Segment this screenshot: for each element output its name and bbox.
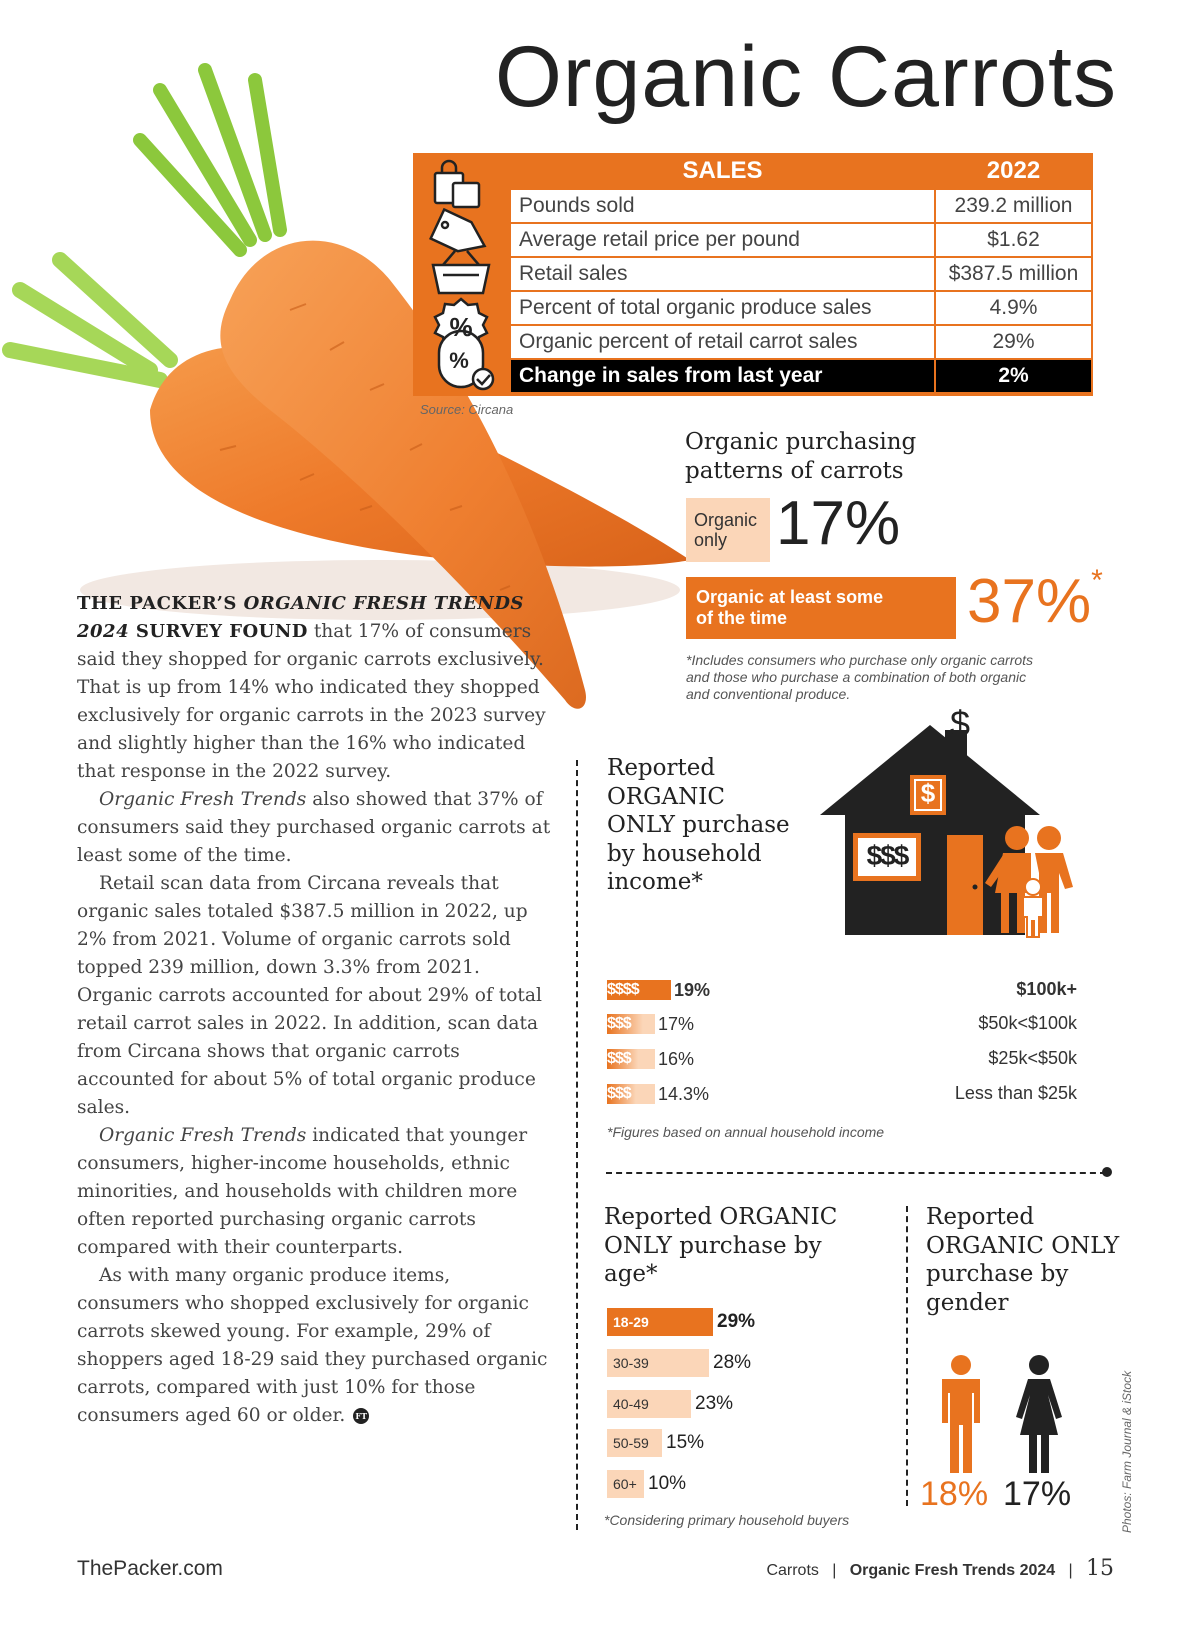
income-row — [607, 979, 1077, 1005]
age-row — [607, 1470, 686, 1498]
at-least-asterisk: * — [1091, 564, 1103, 597]
age-title — [604, 1203, 837, 1289]
income-bar: $$$$ — [607, 980, 671, 1000]
income-bar: $$$ — [607, 1084, 655, 1104]
footnote-line: and those who purchase a combination of both organic — [686, 669, 1027, 685]
article-body — [77, 590, 557, 1430]
article-paragraph — [77, 786, 557, 870]
footer-separator: | — [1068, 1562, 1073, 1579]
age-bar: 30-39 — [607, 1349, 709, 1377]
organic-at-least-label — [686, 577, 956, 639]
age-title-line: ONLY purchase by — [604, 1232, 822, 1259]
age-row — [607, 1429, 704, 1457]
organic-only-label — [686, 498, 770, 562]
footnote-line: *Includes consumers who purchase only organic carrots — [686, 652, 1034, 668]
income-row — [607, 1083, 1077, 1109]
article-italic: Organic Fresh Trends — [99, 789, 307, 810]
age-bar: 50-59 — [607, 1429, 662, 1457]
income-value: 14.3% — [658, 1083, 710, 1104]
at-least-number: 37% — [967, 567, 1092, 636]
age-value: 23% — [695, 1393, 734, 1414]
age-note: *Considering primary household buyers — [604, 1512, 850, 1528]
sales-row-value: 4.9% — [935, 291, 1092, 325]
sales-row-label: Retail sales — [510, 257, 935, 291]
sales-row-value: 239.2 million — [935, 189, 1092, 223]
income-label: $25k<$50k — [988, 1048, 1077, 1068]
gender-title-line: gender — [926, 1289, 1009, 1316]
basket-icon — [433, 251, 489, 293]
article-paragraph — [77, 590, 557, 786]
sales-header-year: 2022 — [935, 153, 1092, 189]
sales-row-label: Pounds sold — [510, 189, 935, 223]
organic-at-least-value — [967, 566, 1103, 637]
sales-row-value: $1.62 — [935, 223, 1092, 257]
article-italic: Organic Fresh Trends — [99, 1125, 307, 1146]
table-row — [510, 257, 1092, 291]
age-value: 15% — [666, 1432, 705, 1453]
table-row — [510, 223, 1092, 257]
vertical-divider — [906, 1206, 908, 1506]
house-money-window: $$$ — [866, 840, 908, 871]
article-lead: SURVEY FOUND — [129, 621, 308, 642]
table-row — [510, 325, 1092, 359]
sales-header-label: SALES — [510, 153, 935, 189]
gender-title-line: Reported — [926, 1204, 1035, 1230]
article-text: indicated that younger consumers, higher-income households, ethnic minorities, and households with children more often reported purchasing organic carrots compared with their counterparts. — [77, 1125, 528, 1258]
sales-table — [509, 153, 1093, 394]
end-mark-icon: FT — [353, 1408, 369, 1424]
svg-text:%: % — [449, 312, 473, 342]
page-number: 15 — [1086, 1556, 1114, 1581]
footer-info — [766, 1556, 1114, 1581]
footnote-line: and conventional produce. — [686, 686, 851, 702]
male-value: 18% — [920, 1475, 989, 1513]
article-text: As with many organic produce items, consumers who shopped exclusively for organic carrots skewed young. For example, 29% of shoppers aged 18-29 said they purchased organic carrots, compared with just 10% for those consumers aged 60 or older. — [77, 1265, 548, 1426]
income-value: 17% — [658, 1013, 695, 1034]
age-title-line: age* — [604, 1261, 658, 1287]
purchasing-footnote — [686, 652, 1106, 703]
sales-table-header — [510, 153, 1092, 189]
article-lead-italic: ORGANIC FRESH TRENDS 2024 — [77, 593, 524, 642]
pp-title-line: Organic purchasing — [685, 429, 917, 455]
income-value: 19% — [674, 979, 711, 1000]
footer-section: Carrots — [766, 1562, 819, 1579]
organic-only-line: Organic — [694, 510, 758, 530]
income-title-line: ONLY purchase — [607, 812, 790, 838]
sales-row-value: 29% — [935, 325, 1092, 359]
article-text: that 17% of consumers said they shopped for organic carrots exclusively. That is up from 14% who indicated they shopped exclusively for organic carrots in the 2023 survey and slightly higher than the 16% who indicated that response in the 2022 survey. — [77, 621, 546, 782]
sales-source: Source: Circana — [420, 402, 514, 417]
income-note: *Figures based on annual household income — [607, 1124, 885, 1140]
svg-text:%: % — [449, 348, 469, 373]
divider-dot — [1102, 1167, 1112, 1177]
age-bar: 18-29 — [607, 1308, 713, 1336]
house-window-dollar: $ — [920, 778, 936, 808]
horizontal-divider — [606, 1172, 1106, 1174]
age-value: 10% — [648, 1473, 687, 1494]
sales-row-value: 2% — [935, 359, 1092, 393]
purchasing-patterns-title — [685, 428, 916, 486]
age-row — [607, 1349, 751, 1377]
income-title-line: ORGANIC — [607, 783, 725, 810]
age-title-line: Reported ORGANIC — [604, 1204, 838, 1230]
price-tag-icon — [431, 210, 492, 261]
at-least-line: of the time — [696, 608, 788, 628]
age-value: 28% — [713, 1352, 752, 1373]
sales-row-label: Change in sales from last year — [510, 359, 935, 393]
female-value: 17% — [1003, 1475, 1072, 1513]
age-row — [607, 1390, 733, 1418]
male-figure-icon — [934, 1355, 988, 1475]
income-label: $50k<$100k — [978, 1013, 1077, 1033]
age-bar: 40-49 — [607, 1390, 691, 1418]
income-bar: $$$ — [607, 1049, 655, 1069]
footer-publication: Organic Fresh Trends 2024 — [849, 1562, 1056, 1579]
income-label: Less than $25k — [954, 1083, 1077, 1103]
shopping-bags-icon — [435, 161, 479, 207]
income-title-line: income* — [607, 869, 703, 895]
sales-row-value: $387.5 million — [935, 257, 1092, 291]
footer-separator: | — [832, 1562, 837, 1579]
income-title-line: Reported — [607, 755, 716, 781]
income-title-line: by household — [607, 840, 762, 867]
income-label: $100k+ — [1016, 979, 1077, 999]
table-row — [510, 189, 1092, 223]
pp-title-line: patterns of carrots — [685, 458, 904, 484]
income-bar: $$$ — [607, 1014, 655, 1034]
sales-icons-column — [413, 153, 509, 396]
sales-row-label: Organic percent of retail carrot sales — [510, 325, 935, 359]
organic-only-value: 17% — [776, 489, 901, 558]
footer-site: ThePacker.com — [77, 1557, 223, 1580]
article-lead: THE PACKER’S — [77, 593, 244, 614]
table-row — [510, 291, 1092, 325]
article-paragraph: Retail scan data from Circana reveals that organic sales totaled $387.5 million in 2022, up 2% from 2021. Volume of organic carrots sold topped 239 million, down 3.3% from 2021. Organic carrots accounted for about 29% of total retail carrot sales in 2022. In addition, scan data from Circana shows that organic carrots accounted for about 5% of total organic produce sales. — [77, 873, 542, 1118]
vertical-divider — [576, 760, 578, 1530]
age-value: 29% — [717, 1311, 756, 1332]
page-title: Organic Carrots — [495, 29, 1117, 125]
sales-row-label: Percent of total organic produce sales — [510, 291, 935, 325]
photo-credit: Photos: Farm Journal & iStock — [1120, 1370, 1134, 1533]
income-row — [607, 1013, 1077, 1039]
age-bar: 60+ — [607, 1470, 644, 1498]
sales-row-label: Average retail price per pound — [510, 223, 935, 257]
table-row-highlight — [510, 359, 1092, 393]
gender-title — [926, 1203, 1119, 1317]
gender-title-line: purchase by — [926, 1261, 1069, 1287]
article-paragraph — [77, 1262, 557, 1430]
gender-title-line: ORGANIC ONLY — [926, 1232, 1120, 1259]
female-figure-icon — [1012, 1355, 1066, 1475]
article-text: also showed that 37% of consumers said they purchased organic carrots at least some of the time. — [77, 789, 551, 866]
income-value: 16% — [658, 1048, 695, 1069]
income-row — [607, 1048, 1077, 1074]
income-title — [607, 754, 790, 897]
age-row — [607, 1308, 755, 1336]
at-least-line: Organic at least some — [696, 587, 884, 607]
house-dollar-icon: $ — [950, 703, 971, 744]
organic-only-line: only — [694, 530, 728, 550]
article-paragraph — [77, 1122, 557, 1262]
